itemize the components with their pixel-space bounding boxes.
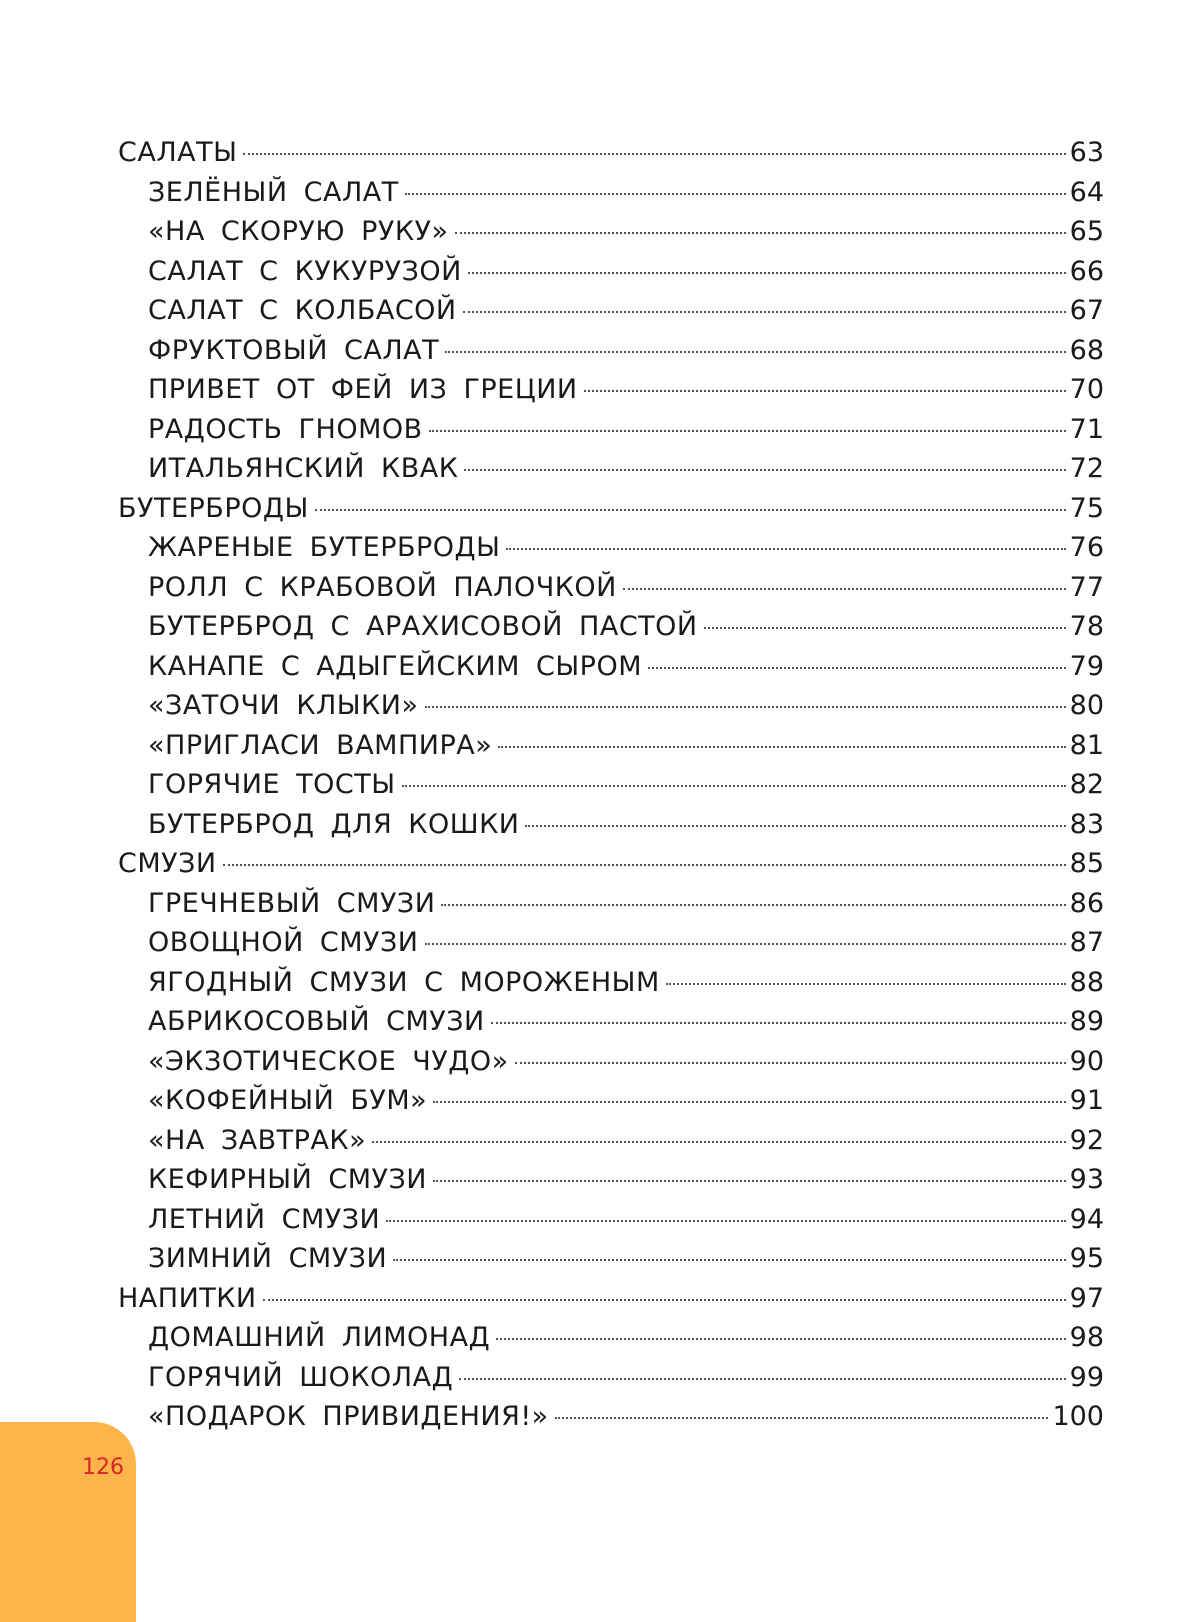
table-of-contents xyxy=(118,133,1104,1437)
toc-entry-title: РАДОСТЬ ГНОМОВ xyxy=(148,413,423,445)
toc-entry xyxy=(118,1239,1104,1279)
toc-entry xyxy=(118,647,1104,687)
toc-entry-title: «ЭКЗОТИЧЕСКОЕ ЧУДО» xyxy=(148,1045,509,1077)
dot-leader xyxy=(441,904,1065,906)
toc-section xyxy=(118,133,1104,173)
toc-entry xyxy=(118,963,1104,1003)
toc-entry-title: «КОФЕЙНЫЙ БУМ» xyxy=(148,1085,428,1116)
toc-entry-page: 92 xyxy=(1069,1124,1104,1156)
toc-entry xyxy=(118,1002,1104,1042)
toc-entry-title: ПРИВЕТ ОТ ФЕЙ ИЗ ГРЕЦИИ xyxy=(148,374,578,405)
dot-leader xyxy=(496,1338,1065,1340)
toc-entry-title: «ПОДАРОК ПРИВИДЕНИЯ!» xyxy=(148,1401,549,1432)
toc-entry-title: ГРЕЧНЕВЫЙ СМУЗИ xyxy=(148,887,436,919)
dot-leader xyxy=(425,943,1066,945)
dot-leader xyxy=(464,469,1065,471)
dot-leader xyxy=(648,667,1066,669)
dot-leader xyxy=(455,232,1066,234)
toc-entry-page: 67 xyxy=(1069,295,1104,326)
toc-entry-title: КАНАПЕ С АДЫГЕЙСКИМ СЫРОМ xyxy=(148,650,643,682)
toc-entry xyxy=(118,686,1104,726)
toc-entry-title: «ПРИГЛАСИ ВАМПИРА» xyxy=(148,729,493,761)
toc-entry xyxy=(118,884,1104,924)
toc-entry-title: БУТЕРБРОД С АРАХИСОВОЙ ПАСТОЙ xyxy=(148,611,698,642)
toc-entry-title: ЗЕЛЁНЫЙ САЛАТ xyxy=(148,176,399,208)
toc-entry-title: САЛАТЫ xyxy=(118,137,238,168)
toc-entry-title: ЯГОДНЫЙ СМУЗИ С МОРОЖЕНЫМ xyxy=(148,966,660,998)
toc-entry-page: 68 xyxy=(1069,334,1104,366)
dot-leader xyxy=(584,390,1066,392)
toc-entry-page: 97 xyxy=(1069,1282,1104,1314)
toc-entry-title: СМУЗИ xyxy=(118,848,217,879)
dot-leader xyxy=(405,193,1066,195)
dot-leader xyxy=(433,1101,1066,1103)
toc-entry-page: 63 xyxy=(1069,137,1104,168)
dot-leader xyxy=(491,1022,1066,1024)
toc-entry xyxy=(118,370,1104,410)
toc-entry-title: «НА ЗАВТРАК» xyxy=(148,1124,367,1156)
toc-entry xyxy=(118,173,1104,213)
toc-entry-title: ЗИМНИЙ СМУЗИ xyxy=(148,1243,388,1274)
toc-entry xyxy=(118,1358,1104,1398)
toc-entry-page: 77 xyxy=(1069,571,1104,603)
toc-entry xyxy=(118,449,1104,489)
toc-entry-title: БУТЕРБРОД ДЛЯ КОШКИ xyxy=(148,808,520,840)
toc-entry xyxy=(118,252,1104,292)
dot-leader xyxy=(263,1299,1066,1301)
toc-entry-page: 70 xyxy=(1069,374,1104,405)
dot-leader xyxy=(425,706,1066,708)
toc-entry-title: ОВОЩНОЙ СМУЗИ xyxy=(148,927,419,958)
toc-entry-page: 83 xyxy=(1069,808,1104,840)
toc-section xyxy=(118,489,1104,529)
dot-leader xyxy=(315,509,1066,511)
dot-leader xyxy=(459,1378,1065,1380)
toc-entry-page: 71 xyxy=(1069,413,1104,445)
toc-entry-page: 65 xyxy=(1069,216,1104,247)
dot-leader xyxy=(525,825,1065,827)
toc-entry xyxy=(118,923,1104,963)
toc-entry xyxy=(118,726,1104,766)
toc-entry-page: 81 xyxy=(1069,729,1104,761)
toc-entry xyxy=(118,1121,1104,1161)
dot-leader xyxy=(623,588,1066,590)
toc-entry-title: «НА СКОРУЮ РУКУ» xyxy=(148,216,449,247)
toc-entry xyxy=(118,1160,1104,1200)
toc-entry-title: РОЛЛ С КРАБОВОЙ ПАЛОЧКОЙ xyxy=(148,571,617,603)
dot-leader xyxy=(666,983,1066,985)
toc-entry-page: 93 xyxy=(1069,1164,1104,1195)
toc-entry xyxy=(118,1042,1104,1082)
toc-entry xyxy=(118,1318,1104,1358)
toc-entry xyxy=(118,607,1104,647)
toc-entry xyxy=(118,765,1104,805)
toc-entry xyxy=(118,212,1104,252)
dot-leader xyxy=(468,272,1066,274)
dot-leader xyxy=(506,548,1065,550)
toc-entry-page: 66 xyxy=(1069,255,1104,287)
toc-entry-page: 95 xyxy=(1069,1243,1104,1274)
toc-entry-title: ИТАЛЬЯНСКИЙ КВАК xyxy=(148,453,459,484)
toc-entry xyxy=(118,805,1104,845)
toc-entry-title: ДОМАШНИЙ ЛИМОНАД xyxy=(148,1322,491,1353)
toc-entry-page: 99 xyxy=(1069,1361,1104,1393)
toc-entry-title: ГОРЯЧИЙ ШОКОЛАД xyxy=(148,1361,454,1393)
toc-entry-page: 100 xyxy=(1052,1401,1104,1432)
toc-entry-page: 76 xyxy=(1069,532,1104,563)
toc-section xyxy=(118,844,1104,884)
toc-entry-page: 80 xyxy=(1069,690,1104,721)
toc-entry-page: 90 xyxy=(1069,1045,1104,1077)
toc-entry xyxy=(118,1081,1104,1121)
dot-leader xyxy=(555,1417,1049,1419)
dot-leader xyxy=(433,1180,1066,1182)
toc-entry xyxy=(118,331,1104,371)
toc-entry-page: 82 xyxy=(1069,769,1104,800)
dot-leader xyxy=(445,351,1066,353)
toc-entry-title: ЛЕТНИЙ СМУЗИ xyxy=(148,1203,381,1235)
toc-entry-page: 79 xyxy=(1069,650,1104,682)
toc-entry-page: 89 xyxy=(1069,1006,1104,1037)
toc-entry-page: 91 xyxy=(1069,1085,1104,1116)
toc-entry xyxy=(118,1397,1104,1437)
toc-entry-page: 72 xyxy=(1069,453,1104,484)
toc-entry-page: 78 xyxy=(1069,611,1104,642)
page-number: 126 xyxy=(82,1455,124,1480)
dot-leader xyxy=(463,311,1066,313)
toc-entry-page: 86 xyxy=(1069,887,1104,919)
toc-entry-title: АБРИКОСОВЫЙ СМУЗИ xyxy=(148,1006,485,1037)
toc-entry-title: САЛАТ С КУКУРУЗОЙ xyxy=(148,255,462,287)
toc-entry-page: 94 xyxy=(1069,1203,1104,1235)
toc-entry xyxy=(118,410,1104,450)
toc-entry-page: 64 xyxy=(1069,176,1104,208)
toc-entry-page: 88 xyxy=(1069,966,1104,998)
toc-entry-page: 87 xyxy=(1069,927,1104,958)
dot-leader xyxy=(372,1141,1066,1143)
toc-entry-title: БУТЕРБРОДЫ xyxy=(118,492,309,524)
dot-leader xyxy=(498,746,1065,748)
toc-entry-page: 85 xyxy=(1069,848,1104,879)
page-corner-tab xyxy=(0,1422,136,1622)
dot-leader xyxy=(704,627,1066,629)
toc-entry-title: «ЗАТОЧИ КЛЫКИ» xyxy=(148,690,419,721)
dot-leader xyxy=(402,785,1066,787)
toc-entry-title: КЕФИРНЫЙ СМУЗИ xyxy=(148,1164,427,1195)
dot-leader xyxy=(243,153,1065,155)
dot-leader xyxy=(515,1062,1066,1064)
toc-entry xyxy=(118,528,1104,568)
toc-entry-page: 75 xyxy=(1069,492,1104,524)
toc-entry-page: 98 xyxy=(1069,1322,1104,1353)
dot-leader xyxy=(223,864,1066,866)
dot-leader xyxy=(386,1220,1065,1222)
toc-entry-title: ЖАРЕНЫЕ БУТЕРБРОДЫ xyxy=(148,532,501,563)
toc-entry xyxy=(118,568,1104,608)
dot-leader xyxy=(393,1259,1065,1261)
toc-entry-title: ФРУКТОВЫЙ САЛАТ xyxy=(148,334,440,366)
toc-entry xyxy=(118,1200,1104,1240)
dot-leader xyxy=(429,430,1066,432)
toc-section xyxy=(118,1279,1104,1319)
toc-entry-title: НАПИТКИ xyxy=(118,1282,257,1314)
toc-entry xyxy=(118,291,1104,331)
toc-entry-title: ГОРЯЧИЕ ТОСТЫ xyxy=(148,769,396,800)
toc-entry-title: САЛАТ С КОЛБАСОЙ xyxy=(148,295,457,326)
